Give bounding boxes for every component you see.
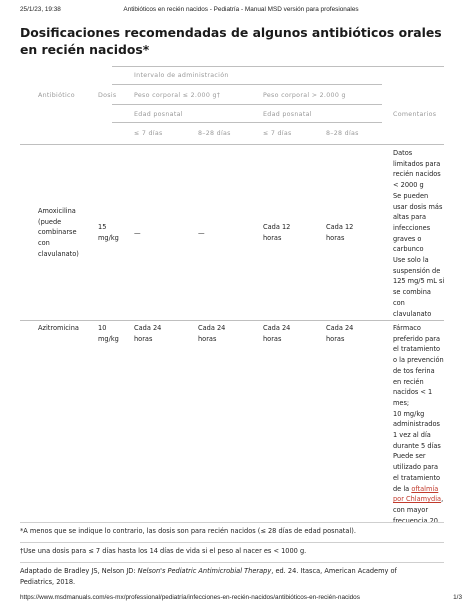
footnote-divider: [20, 542, 444, 543]
cell-interval: Cada 24 horas: [134, 324, 162, 343]
group-header-interval: Intervalo de administración: [134, 72, 229, 79]
cell-comments: Datos limitados para recién nacidos < 2000 g Se pueden usar dosis más altas para infecciones graves o carbunco Use solo la suspensión de 125 mg/5 mL si se combina con clavulanato: [393, 149, 445, 318]
page-url: https://www.msdmanuals.com/es-mx/professional/pediatría/infecciones-en-recién-nacidos/antibióticos-en-recién-nacidos: [20, 594, 360, 601]
col-header-comments: Comentarios: [393, 111, 437, 118]
cell-dose: 10 mg/kg: [98, 324, 119, 343]
print-header: [20, 6, 462, 16]
footnote-star: *A menos que se indique lo contrario, las dosis son para recién nacidos (≤ 28 días de edad posnatal).: [20, 527, 356, 535]
col-header-dose: Dosis: [98, 92, 117, 99]
header-bottom-rule: [20, 144, 444, 145]
col-header-antibiotic: Antibiótico: [38, 92, 75, 99]
footnote-divider: [20, 522, 444, 523]
cell-antibiotic: Amoxicilina (puede combinarse con clavulanato): [38, 207, 79, 258]
table-heading: Dosificaciones recomendadas de algunos antibióticos orales en recién nacidos*: [20, 25, 442, 57]
cell-interval: —: [198, 229, 205, 237]
cell-antibiotic: Azitromicina: [38, 324, 79, 332]
source-citation: Adaptado de Bradley JS, Nelson JD: Nelson's Pediatric Antimicrobial Therapy, ed. 24. Itasca, American Academy of Pediatrics, 2018.: [20, 567, 397, 586]
footnote-divider: [20, 562, 444, 563]
age-header-low-1: ≤ 7 días: [134, 130, 163, 137]
header-divider: [112, 66, 444, 67]
header-divider: [112, 104, 382, 105]
header-divider: [112, 122, 382, 123]
footnote-dagger: †Use una dosis para ≤ 7 días hasta los 14 días de vida si el peso al nacer es < 1000 g.: [20, 547, 307, 555]
cell-interval: —: [134, 229, 141, 237]
print-footer: [20, 594, 462, 604]
row-divider: [20, 320, 444, 321]
header-divider: [112, 84, 382, 85]
cell-dose: 15 mg/kg: [98, 223, 119, 242]
postnatal-header-low: Edad posnatal: [134, 111, 183, 118]
comment-link-line: de la oftalmía: [393, 484, 439, 493]
col-header-weight-high: Peso corporal > 2.000 g: [263, 92, 346, 99]
postnatal-header-high: Edad posnatal: [263, 111, 312, 118]
age-header-high-2: 8–28 días: [326, 130, 359, 137]
print-datetime: 25/1/23, 19:38: [20, 6, 61, 13]
cell-interval: Cada 24 horas: [198, 324, 226, 343]
comment-link-line: por Chlamydia,: [393, 495, 444, 504]
page-number: 1/3: [453, 594, 462, 601]
ophthalmia-link[interactable]: oftalmía: [411, 484, 439, 493]
cell-comments: Fármaco preferido para el tratamiento o la prevención de tos ferina en recién nacidos < 1 mes; 10 mg/kg administrados 1 vez al día durante 5 días Puede ser utilizado para el tratamiento de la oftalmía por Chlamydia, con mayor frecuencia 20: [393, 324, 444, 525]
cell-interval: Cada 12 horas: [263, 223, 291, 242]
age-header-high-1: ≤ 7 días: [263, 130, 292, 137]
col-header-weight-low: Peso corporal ≤ 2.000 g†: [134, 92, 221, 99]
cell-interval: Cada 24 horas: [263, 324, 291, 343]
age-header-low-2: 8–28 días: [198, 130, 231, 137]
chlamydia-link[interactable]: por Chlamydia: [393, 495, 442, 504]
print-page-title: Antibióticos en recién nacidos - Pediatría - Manual MSD versión para profesionales: [123, 6, 359, 13]
cell-interval: Cada 12 horas: [326, 223, 354, 242]
cell-interval: Cada 24 horas: [326, 324, 354, 343]
